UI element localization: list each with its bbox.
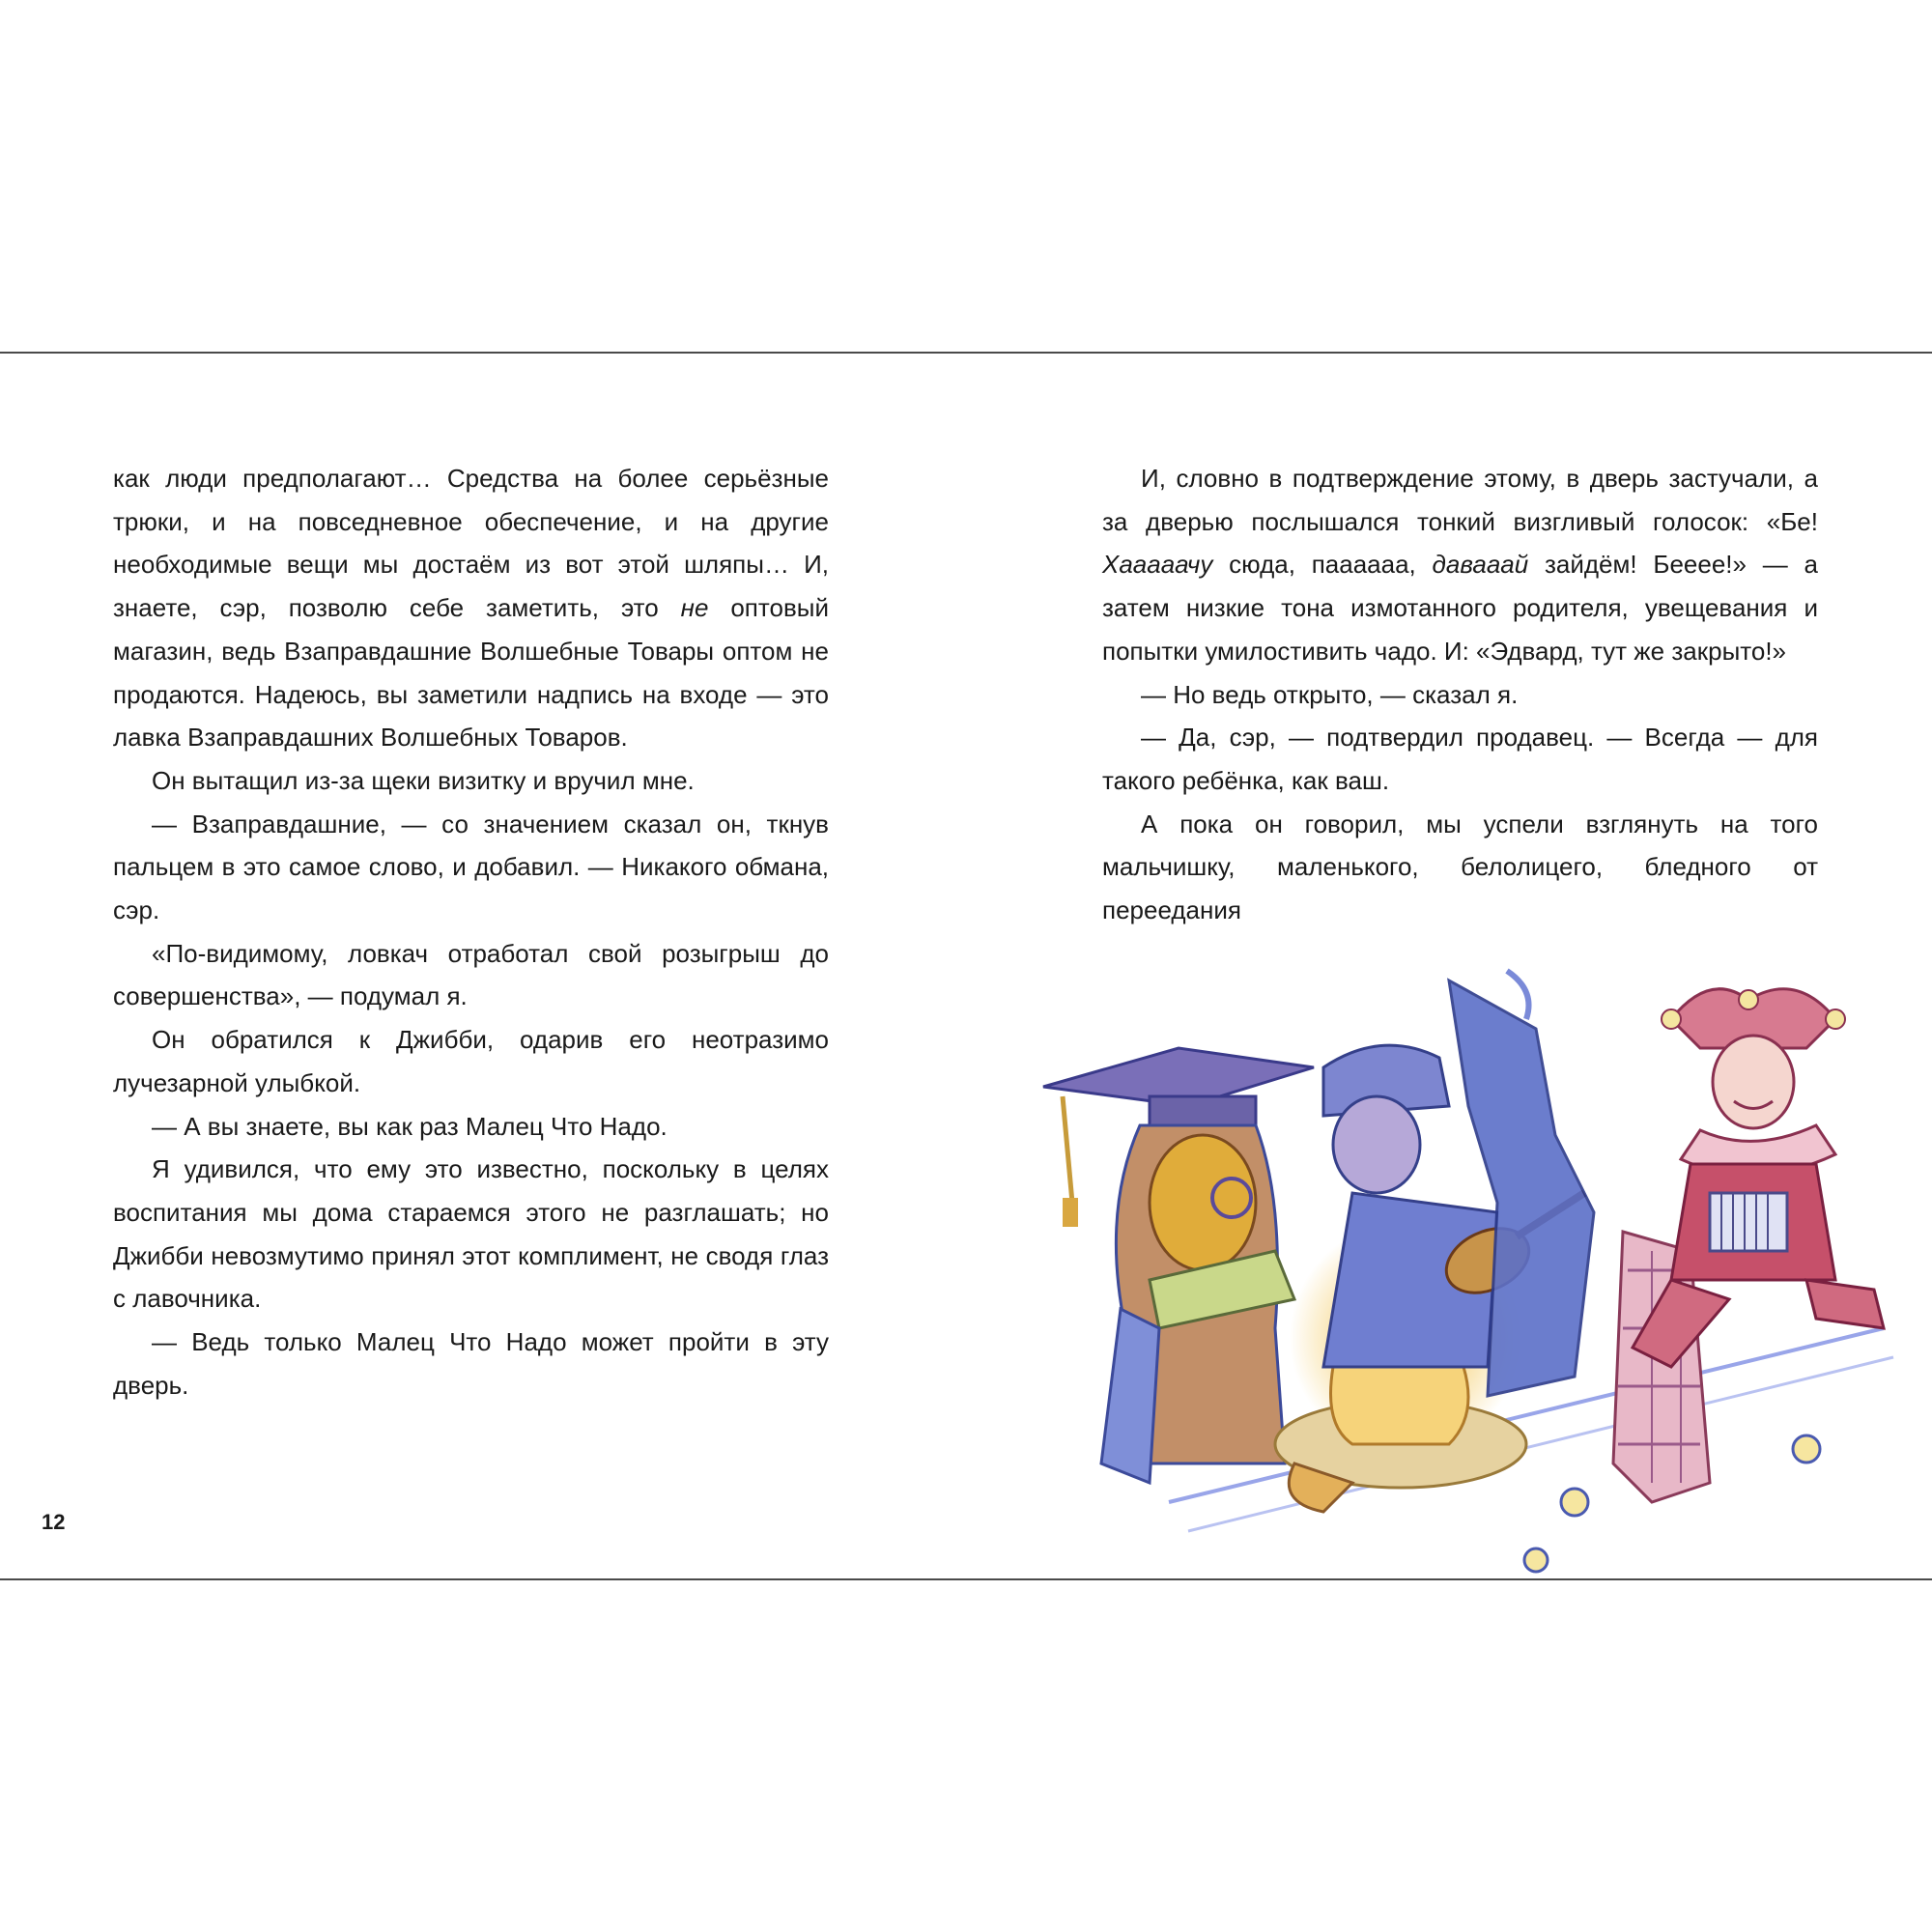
paragraph: Я удивился, что ему это известно, поскольку в целях воспитания мы дома стараемся этого не разглашать; но Джибби невозмутимо принял этот комплимент, не сводя глаз с лавочника.: [113, 1154, 829, 1314]
paragraph: А пока он говорил, мы успели взглянуть на того мальчишку, маленького, белолицего, бледного от переедания: [1102, 809, 1818, 925]
paragraph: И, словно в подтверждение этому, в дверь застучали, а за дверью послышался тонкий визгливый голосок: «Бе! Хааааачу сюда, паааааа, давааай зайдём! Бееее!» — а затем низкие тона измотанного родителя, увещевания и попытки умилостивить чадо. И: «Эдвард, тут же закрыто!»: [1102, 464, 1818, 666]
paragraph: — Да, сэр, — подтвердил продавец. — Всегда — для такого ребёнка, как ваш.: [1102, 723, 1818, 795]
paragraph: «По-видимому, ловкач отработал свой розыгрыш до совершенства», — подумал я.: [113, 938, 829, 1011]
paragraph: как люди предполагают… Средства на более серьёзные трюки, и на повседневное обеспечение, и на другие необходимые вещи мы достаём из вот этой шляпы… И, знаете, сэр, позволю себе заметить, это не оптовый магазин, ведь Взаправдашние Волшебные Товары оптом не продаются. Надеюсь, вы заметили надпись на входе — это лавка Взаправдашних Волшебных Товаров.: [113, 464, 829, 753]
paragraph: Он вытащил из-за щеки визитку и вручил мне.: [152, 765, 695, 795]
right-page-text: [1102, 457, 1818, 932]
paragraph: — А вы знаете, вы как раз Малец Что Надо.: [152, 1111, 668, 1141]
paragraph: — Взаправдашние, — со значением сказал он, ткнув пальцем в это самое слово, и добавил. — Никакого обмана, сэр.: [113, 809, 829, 925]
page-number: 12: [42, 1510, 66, 1534]
paragraph: — Ведь только Малец Что Надо может пройти в эту дверь.: [113, 1327, 829, 1400]
toys-candle-illustration: [1034, 961, 1903, 1579]
book-spread: [0, 353, 1932, 1577]
paragraph: — Но ведь открыто, — сказал я.: [1141, 679, 1519, 709]
left-page-text: [113, 457, 829, 1406]
paragraph: Он обратился к Джибби, одарив его неотразимо лучезарной улыбкой.: [113, 1025, 829, 1097]
